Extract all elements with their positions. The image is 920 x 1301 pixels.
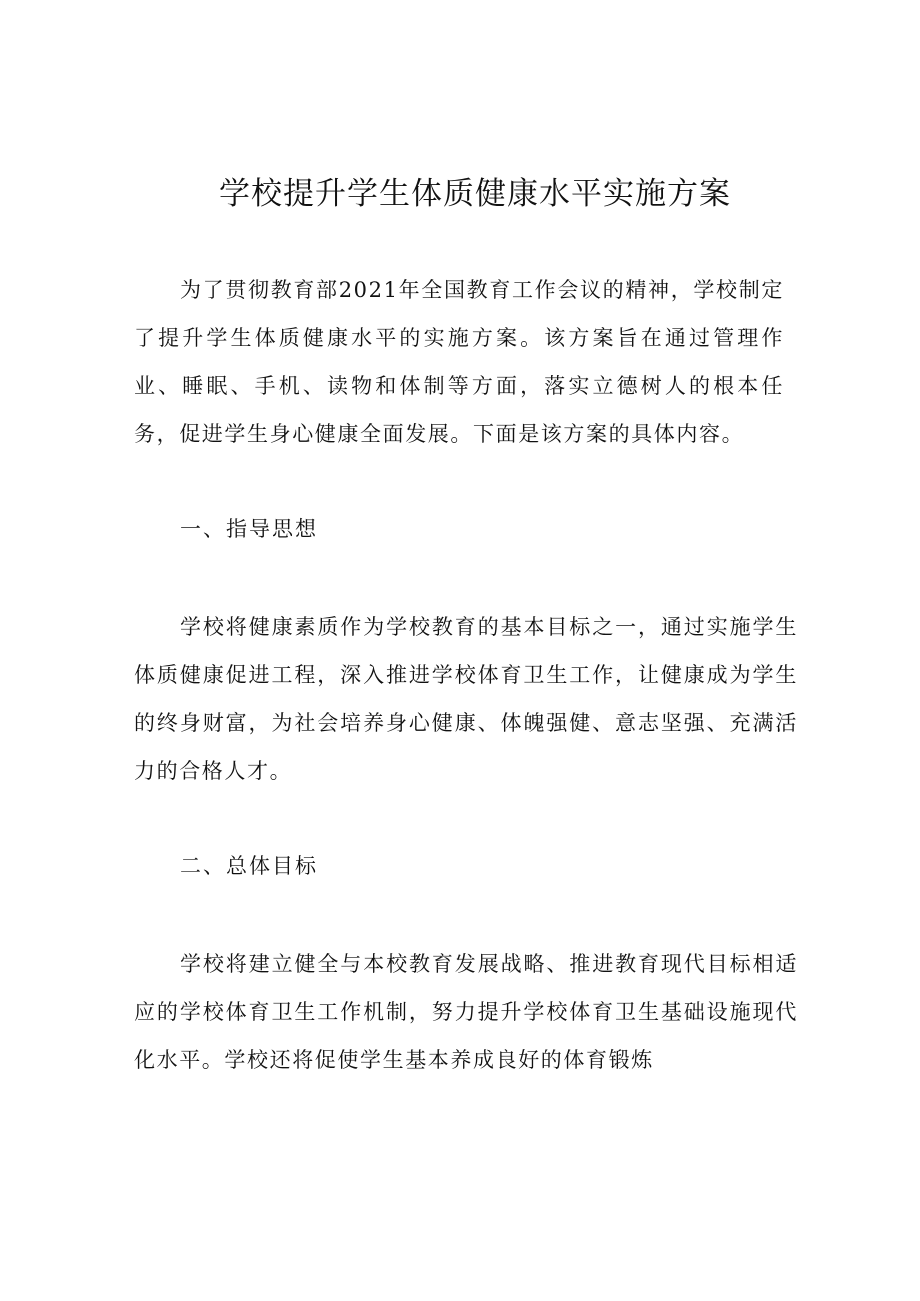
section-heading-overall-goal: 二、总体目标: [180, 854, 318, 878]
section-body-guiding-ideology: 学校将健康素质作为学校教育的基本目标之一，通过实施学生体质健康促进工程，深入推进学校体育卫生工作，让健康成为学生的终身财富，为社会培养身心健康、体魄强健、意志坚强、充满活力的合格人才。: [134, 615, 798, 783]
document-title: 学校提升学生体质健康水平实施方案: [219, 176, 731, 212]
section-heading-guiding-ideology: 一、指导思想: [180, 517, 318, 541]
intro-paragraph: 为了贯彻教育部2021年全国教育工作会议的精神，学校制定了提升学生体质健康水平的实施方案。该方案旨在通过管理作业、睡眠、手机、读物和体制等方面，落实立德树人的根本任务，促进学生身心健康全面发展。下面是该方案的具体内容。: [134, 278, 784, 446]
section-body-overall-goal: 学校将建立健全与本校教育发展战略、推进教育现代目标相适应的学校体育卫生工作机制，努力提升学校体育卫生基础设施现代化水平。学校还将促使学生基本养成良好的体育锻炼: [134, 952, 798, 1072]
